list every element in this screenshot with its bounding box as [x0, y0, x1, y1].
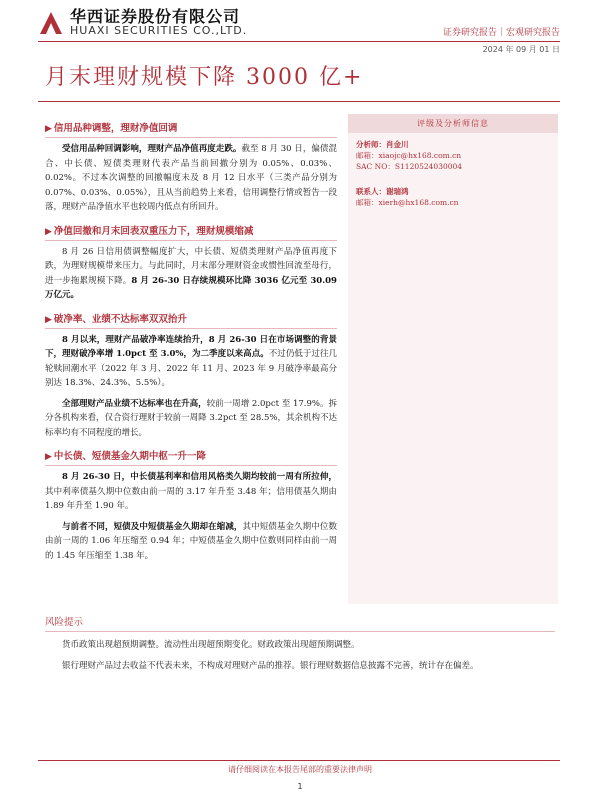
analyst-info-line: [348, 161, 558, 172]
analyst-info-text: 分析师：肖金川: [356, 140, 409, 149]
analyst-info-text: 邮箱：xierh@hx168.com.cn: [356, 198, 459, 207]
body-paragraph: [45, 470, 337, 514]
risk-section: [45, 614, 555, 679]
analyst-info-heading: 评级及分析师信息: [348, 114, 558, 133]
emphasis-text: 与前者不同，短债及中短债基金久期却在缩减，: [62, 521, 243, 532]
section-heading-text: 净值回撤和月末回表双重压力下，理财规模缩减: [53, 225, 254, 237]
analyst-info-line: [348, 197, 558, 208]
analyst-info-line: [348, 172, 558, 186]
body-paragraph: [45, 245, 337, 303]
section-heading: [45, 446, 337, 466]
analyst-info-text: 邮箱：xiaojc@hx168.com.cn: [356, 151, 462, 160]
body-text: 其中利率债基久期中位数由前一周的 3.17 年升至 3.48 年；信用债基久期由 1.89 年升至 1.90 年。: [45, 486, 337, 511]
body-text: 较前一周增 2.0pct 至 17.9%。拆分各机构来看，仅合资行理财于较前一周降 3.2pct 至 28.5%，其余机构不达标率均有不同程度的增长。: [45, 398, 337, 438]
risk-paragraph: 货币政策出现超预期调整。流动性出现超预期变化。财政政策出现超预期调整。: [62, 640, 360, 650]
report-title: 月末理财规模下降 3000 亿+: [45, 65, 364, 90]
body-paragraph: [45, 397, 337, 441]
page-number: 1: [297, 782, 303, 791]
section-heading-text: 信用品种调整，理财净值回调: [53, 123, 178, 134]
body-text: 其中短债基金久期中位数由前一周的 1.06 年压缩至 0.94 年；中短债基金久期中位数则同样由前一周的 1.45 年压缩至 1.38 年。: [45, 521, 337, 561]
analyst-info-line: [348, 186, 558, 197]
legal-disclaimer: 请仔细阅读在本报告尾部的重要法律声明: [228, 765, 372, 774]
triangle-bullet-icon: ▶: [45, 452, 52, 462]
emphasis-text: 受信用品种回调影响，理财产品净值再度走跌。: [62, 144, 242, 154]
analyst-info-line: [348, 139, 558, 150]
huaxi-logo-icon: [38, 10, 64, 36]
report-date: 2024 年 09 月 01 日: [482, 45, 560, 54]
emphasis-text: 8 月以来，理财产品破净率连续抬升，8 月 26-30 日在市场调整的背景下，理财破净率增 1.0pct 至 3.0%，为二季度以来高点。: [45, 334, 337, 359]
footer-divider: [38, 760, 560, 761]
section-heading-text: 中长债、短债基金久期中枢一升一降: [53, 451, 206, 462]
section-heading-text: 破净率、业绩不达标率双双抬升: [53, 313, 187, 325]
body-paragraph: [45, 520, 337, 564]
body-text: 不过仍低于过往几轮赎回潮水平（2022 年 3 月、2022 年 11 月、2023 年 9 月破净率最高分别达 18.3%、24.3%、5.5%）。: [45, 349, 337, 388]
analyst-info-line: [348, 150, 558, 161]
section-heading: [45, 118, 337, 138]
title-divider: [38, 101, 560, 102]
body-text: 截至 8 月 30 日，偏债混合、中长债、短债类理财代表产品当前回撤分别为 0.05%、0.03%、0.02%。不过本次调整的回撤幅度未及 8 月 12 日水平（三类产品分别为 0.07%、0.03%、0.05%），且从当前趋势上来看，信用调整行情或暂告一段落，理财产品净值水平也较周内低点有所回升。: [45, 144, 337, 212]
section-heading: [45, 309, 337, 329]
body-paragraph: [45, 142, 337, 215]
header-divider: [38, 41, 560, 42]
emphasis-text: 8 月 26-30 日存续规模环比降 3036 亿元至 30.09 万亿元。: [45, 275, 337, 300]
triangle-bullet-icon: ▶: [45, 124, 52, 134]
body-text: 8 月 26 日信用债调整幅度扩大，中长债、短债类理财产品净值再度下跌，为理财规模带来压力。与此同时，月末部分理财资金或惯性回流至母行，进一步拖累规模下降。: [45, 246, 337, 286]
section-heading: [45, 221, 337, 241]
company-name-cn: 华西证券股份有限公司: [70, 7, 241, 26]
risk-heading: 风险提示: [45, 614, 555, 632]
analyst-info-panel: [348, 114, 558, 604]
emphasis-text: 8 月 26-30 日，中长债基利率和信用风格类久期均较前一周有所拉伸，: [62, 472, 337, 482]
analyst-info-text: 联系人：谢瑞鸿: [356, 187, 409, 196]
company-name-en: HUAXI SECURITIES CO.,LTD.: [70, 24, 248, 37]
analyst-info-text: SAC NO：S1120524030004: [356, 162, 463, 171]
body-paragraph: [45, 333, 337, 391]
triangle-bullet-icon: ▶: [45, 226, 52, 237]
risk-paragraph: 银行理财产品过去收益不代表未来，不构成对理财产品的推荐。银行理财数据信息披露不完善，统计存在偏差。: [62, 660, 479, 671]
triangle-bullet-icon: ▶: [45, 314, 52, 325]
report-type-tag: 证券研究报告｜宏观研究报告: [442, 28, 560, 38]
emphasis-text: 全部理财产品业绩不达标率也在升高，: [62, 398, 207, 409]
main-content: [45, 112, 337, 569]
